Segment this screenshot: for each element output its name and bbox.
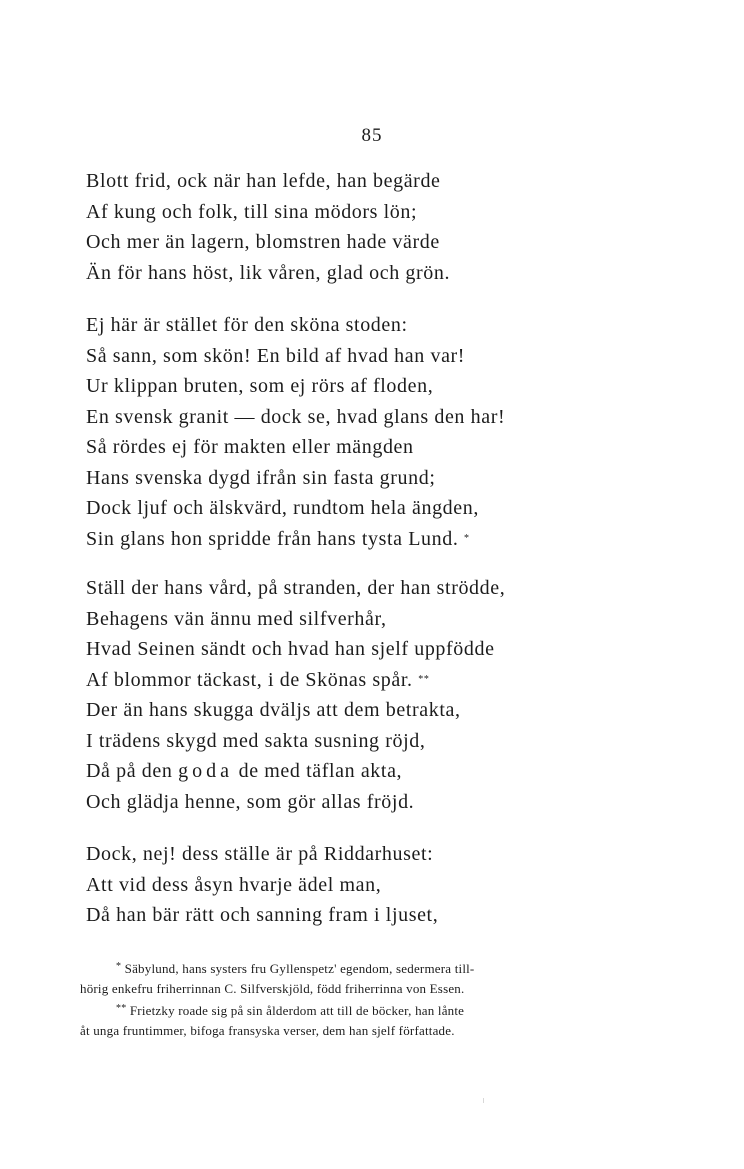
verse-line: Dock ljuf och älskvärd, rundtom hela ängden, [86,497,479,519]
verse-line: Hvad Seinen sändt och hvad han sjelf uppfödde [86,638,495,660]
footnote-2-line-2: åt unga fruntimmer, bifoga fransyska verser, dem han sjelf författade. [80,1023,455,1038]
footnote-1-line-1 [80,957,560,979]
verse-line: Än för hans höst, lik våren, glad och grön. [86,261,451,284]
verse-line-spaced [86,756,505,787]
verse-line-with-note [86,524,505,555]
footnote-text: Frietzky roade sig på sin ålderdom att till de böcker, han lånte [129,1003,465,1018]
verse-line: Då han bär rätt och sanning fram i ljuset, [86,904,439,926]
verse-line: Så rördes ej för makten eller mängden [86,436,414,458]
footnote-text: Säbylund, hans systers fru Gyllenspetz' egendom, sedermera till- [124,961,475,976]
footnotes [80,957,560,1041]
page-number: 85 [361,125,383,146]
verse-line: Ur klippan bruten, som ej rörs af floden, [86,375,434,397]
verse-line: Hans svenska dygd ifrån sin fasta grund; [86,466,436,489]
footnote-marker: ** [116,1003,127,1014]
footnote-marker: * [116,961,122,972]
paper-speck [483,1098,484,1103]
stanza-3 [86,573,505,817]
verse-line: En svensk granit — dock se, hvad glans den har! [86,405,506,428]
footnote-2-line-1 [80,999,560,1021]
footnote-reference: ** [418,673,430,685]
stanza-2 [86,310,505,554]
verse-line: Der än hans skugga dväljs att dem betrakta, [86,699,461,721]
verse-line: Och glädja henne, som gör allas fröjd. [86,790,415,813]
footnote-reference: * [464,532,470,544]
stanza-4 [86,839,438,931]
verse-line: Att vid dess åsyn hvarje ädel man, [86,873,382,896]
verse-line: Så sann, som skön! En bild af hvad han var! [86,344,466,367]
verse-line: Ej här är stället för den sköna stoden: [86,314,408,336]
verse-line: Af kung och folk, till sina mödors lön; [86,200,418,223]
emphasized-word: goda [178,760,233,782]
verse-line: Ställ der hans vård, på stranden, der han strödde, [86,577,506,599]
verse-line: Behagens vän ännu med silfverhår, [86,607,387,630]
verse-line-with-note [86,665,505,696]
verse-text: de med täflan akta, [238,760,403,782]
verse-line: Dock, nej! dess ställe är på Riddarhuset: [86,843,434,865]
verse-text: Af blommor täckast, i de Skönas spår. [86,668,413,691]
verse-text: Då på den [86,760,173,782]
verse-text: Sin glans hon spridde från hans tysta Lund. [86,527,459,550]
stanza-1 [86,166,450,288]
verse-line: I trädens skygd med sakta susning röjd, [86,729,426,752]
verse-line: Och mer än lagern, blomstren hade värde [86,231,440,253]
verse-line: Blott frid, ock när han lefde, han begärde [86,170,441,192]
footnote-1-line-2: hörig enkefru friherrinnan C. Silfverskjöld, född friherrinna von Essen. [80,981,465,996]
